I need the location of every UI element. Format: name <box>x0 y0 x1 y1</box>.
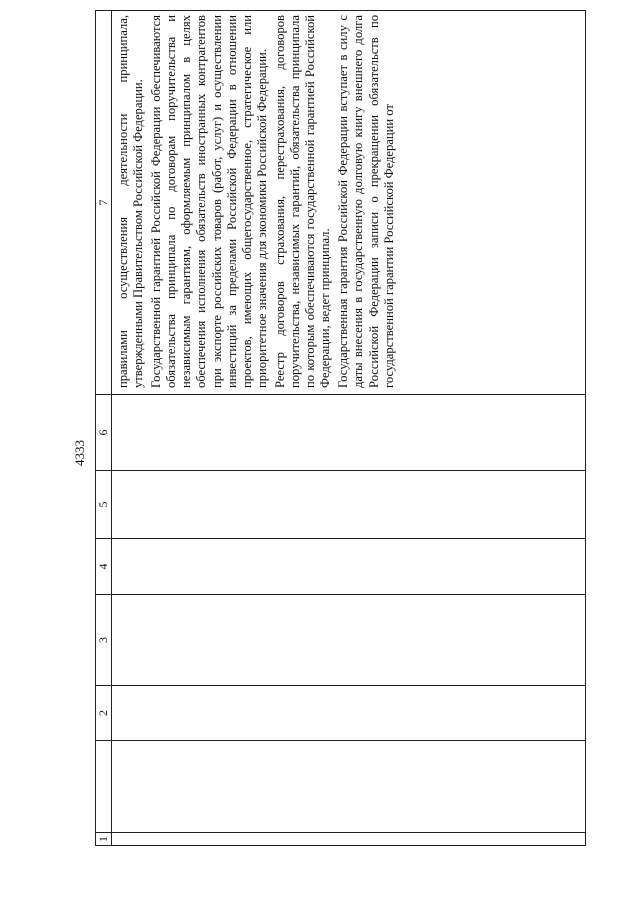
rotated-table-wrapper <box>95 15 585 846</box>
guarantee-table <box>95 10 586 846</box>
table-cell <box>112 741 586 833</box>
column-number-row <box>96 11 112 846</box>
table-row <box>112 11 586 846</box>
paragraph: Государственной гарантией Российской Федерации обеспечиваются обязательства принципала по договорам поручительства и независимым гарантиям, оформляемым принципалом в целях обеспечения исполнения обязательств иностранных контрагентов при экспорте российских товаров (работ, услуг) и осуществлении инвестиций за пределами Российской Федерации в отношении проектов, имеющих общегосударственное, стратегическое или приоритетное значения для экономики Российской Федерации. <box>149 15 269 388</box>
column-header: 5 <box>96 471 112 539</box>
column-header: 4 <box>96 539 112 595</box>
conditions-text <box>112 11 397 394</box>
paragraph: Реестр договоров страхования, перестрахования, договоров поручительства, независимых гарантий, обязательства принципала по которым обеспечиваются государственной гарантией Российской Федерации, ведет принципал. <box>272 15 333 388</box>
table-cell <box>112 686 586 741</box>
table-cell <box>112 471 586 539</box>
table-cell <box>112 395 586 471</box>
column-header: 1 <box>96 833 112 846</box>
column-header: 7 <box>96 11 112 395</box>
table-cell <box>112 539 586 595</box>
column-header: 6 <box>96 395 112 471</box>
table-cell <box>112 833 586 846</box>
page-number: 4333 <box>72 440 87 466</box>
column-header: 3 <box>96 595 112 686</box>
table-cell <box>112 595 586 686</box>
table-cell-text <box>112 11 586 395</box>
column-header <box>96 741 112 833</box>
paragraph: Государственная гарантия Российской Федерации вступает в силу с даты внесения в государственную долговую книгу внешнего долга Российской Федерации записи о прекращении обязательств по государственной гарантии Российской Федерации от <box>336 15 396 388</box>
paragraph: правилами осуществления деятельности принципала, утвержденными Правительством Российской Федерации. <box>116 15 146 388</box>
column-header: 2 <box>96 686 112 741</box>
